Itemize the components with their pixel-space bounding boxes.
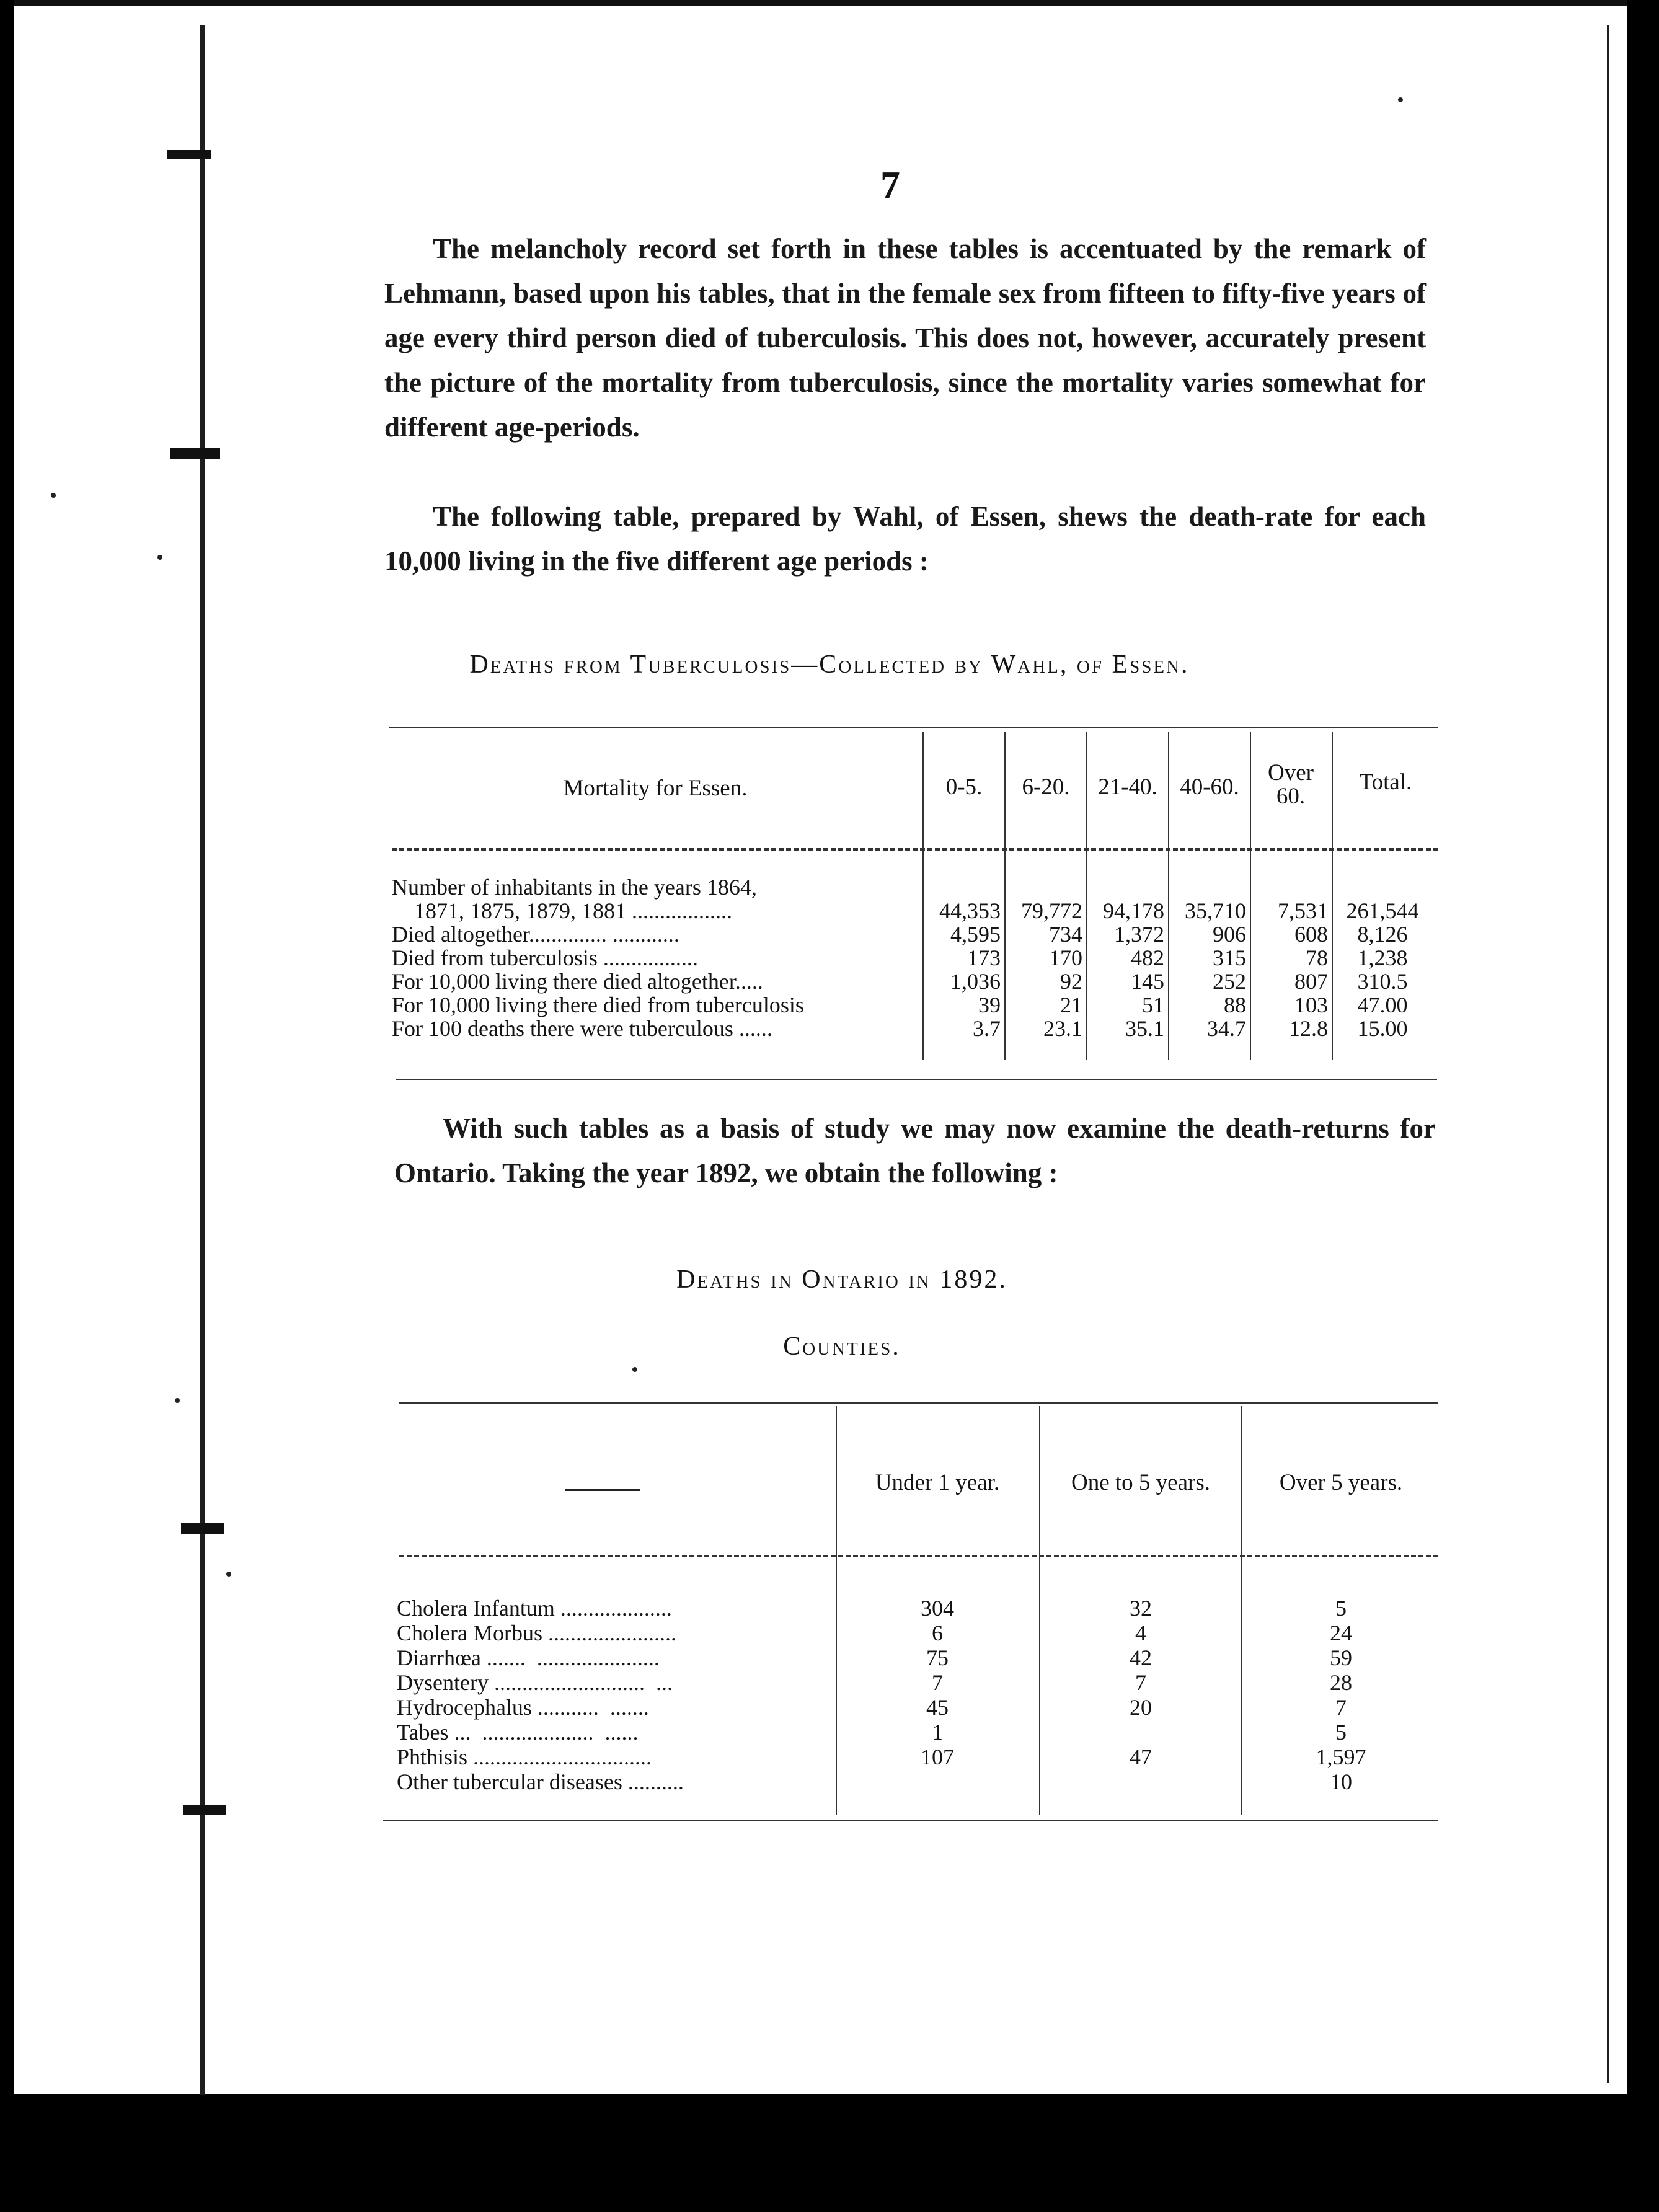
row-label: Number of inhabitants in the years 1864, 1871, 1875, 1879, 1881 .................. bbox=[392, 875, 757, 923]
page-number: 7 bbox=[880, 163, 900, 207]
row-label: Phthisis ................................ bbox=[397, 1745, 652, 1769]
table-cell: 315 bbox=[1213, 945, 1246, 970]
row-label: For 100 deaths there were tuberculous ...... bbox=[392, 1016, 772, 1041]
column-header: 21-40. bbox=[1098, 774, 1157, 800]
table-cell: 173 bbox=[967, 945, 1001, 970]
table-rule bbox=[392, 848, 1438, 851]
paragraph: The melancholy record set forth in these tables is accentuated by the remark of Lehmann, based upon his tables, that in the female sex from fifteen to fifty-five years of age every third person died of tuberculosis. This does not, however, accurately present the picture of the mortality from tuberculosis, since the mortality varies somewhat for different age-periods. bbox=[384, 233, 1426, 443]
row-label: Tabes ... .................... ...... bbox=[397, 1720, 639, 1745]
row-label: Diarrhœa ....... ...................... bbox=[397, 1645, 660, 1670]
table-cell: 1 bbox=[932, 1720, 943, 1745]
column-header: 0-5. bbox=[945, 774, 983, 800]
table-rule bbox=[399, 1402, 1438, 1404]
table-cell: 35.1 bbox=[1125, 1016, 1164, 1041]
table-cell: 906 bbox=[1213, 922, 1246, 947]
column-header: Under 1 year. bbox=[875, 1470, 1000, 1495]
table-cell: 4 bbox=[1135, 1621, 1146, 1645]
column-header: Over 5 years. bbox=[1279, 1470, 1403, 1495]
column-header: 6-20. bbox=[1022, 774, 1070, 800]
table-cell: 44,353 bbox=[939, 898, 1001, 923]
row-label: Cholera Morbus ....................... bbox=[397, 1621, 676, 1645]
scan-border-right bbox=[1627, 0, 1659, 2212]
table-cell: 734 bbox=[1049, 922, 1082, 947]
table-cell: 35,710 bbox=[1185, 898, 1246, 923]
table-cell: 21 bbox=[1060, 993, 1082, 1017]
table-cell: 59 bbox=[1330, 1645, 1352, 1670]
scan-speck bbox=[51, 493, 56, 498]
table-cell: 482 bbox=[1131, 945, 1164, 970]
row-label: Died from tuberculosis ................. bbox=[392, 945, 698, 970]
binding-mark bbox=[183, 1805, 226, 1815]
row-label: Dysentery ........................... ... bbox=[397, 1670, 673, 1695]
table-cell: 107 bbox=[921, 1745, 954, 1769]
table-cell: 1,238 bbox=[1357, 945, 1408, 970]
binding-mark bbox=[170, 448, 220, 459]
table-cell: 92 bbox=[1060, 969, 1082, 994]
table-cell: 23.1 bbox=[1043, 1016, 1082, 1041]
table-cell: 4,595 bbox=[950, 922, 1001, 947]
table-cell: 39 bbox=[978, 993, 1001, 1017]
table-cell: 15.00 bbox=[1357, 1016, 1408, 1041]
table-cell: 170 bbox=[1049, 945, 1082, 970]
table-cell: 12.8 bbox=[1289, 1016, 1328, 1041]
row-label: Other tubercular diseases .......... bbox=[397, 1769, 684, 1794]
table-cell: 5 bbox=[1335, 1596, 1347, 1621]
table-cell: 79,772 bbox=[1021, 898, 1082, 923]
column-header: One to 5 years. bbox=[1071, 1470, 1210, 1495]
table-cell: 20 bbox=[1130, 1695, 1152, 1720]
table-cell: 10 bbox=[1330, 1769, 1352, 1794]
table-cell: 7 bbox=[1135, 1670, 1146, 1695]
table-rule bbox=[396, 1079, 1437, 1080]
table-cell: 34.7 bbox=[1207, 1016, 1246, 1041]
table-cell: 7,531 bbox=[1278, 898, 1328, 923]
table-cell: 47.00 bbox=[1357, 993, 1408, 1017]
table-title: Deaths in Ontario in 1892. bbox=[676, 1265, 1007, 1294]
table-cell: 88 bbox=[1224, 993, 1246, 1017]
table-cell: 3.7 bbox=[973, 1016, 1001, 1041]
table-cell: 1,597 bbox=[1316, 1745, 1366, 1769]
table-cell: 145 bbox=[1131, 969, 1164, 994]
table-cell: 94,178 bbox=[1103, 898, 1164, 923]
table-subtitle: Counties. bbox=[783, 1332, 901, 1361]
scan-border-left bbox=[0, 0, 14, 2212]
column-header: 40-60. bbox=[1180, 774, 1239, 800]
row-label: Hydrocephalus ........... ....... bbox=[397, 1695, 649, 1720]
column-header: Total. bbox=[1359, 769, 1412, 795]
row-label: Died altogether.............. ............ bbox=[392, 922, 679, 947]
table-cell: 47 bbox=[1130, 1745, 1152, 1769]
table-cell: 32 bbox=[1130, 1596, 1152, 1621]
scan-speck bbox=[157, 555, 162, 560]
scan-speck bbox=[632, 1367, 637, 1372]
table-cell: 8,126 bbox=[1357, 922, 1408, 947]
column-divider bbox=[1241, 1406, 1242, 1815]
table-rule bbox=[383, 1820, 1438, 1821]
table-title: Deaths from Tuberculosis—Collected by Wahl, of Essen. bbox=[469, 650, 1190, 679]
row-label: For 10,000 living there died altogether..... bbox=[392, 969, 763, 994]
binding-rule bbox=[200, 25, 205, 2095]
scan-border-bottom bbox=[0, 2094, 1659, 2212]
table-cell: 608 bbox=[1294, 922, 1328, 947]
scan-speck bbox=[226, 1572, 231, 1577]
column-header: Over 60. bbox=[1268, 760, 1314, 809]
table-cell: 103 bbox=[1294, 993, 1328, 1017]
table-cell: 1,372 bbox=[1114, 922, 1164, 947]
table-cell: 6 bbox=[932, 1621, 943, 1645]
table-cell: 78 bbox=[1306, 945, 1328, 970]
row-label: For 10,000 living there died from tuberculosis bbox=[392, 993, 804, 1017]
blank-header-dash bbox=[565, 1489, 640, 1491]
table-cell: 7 bbox=[932, 1670, 943, 1695]
table-cell: 304 bbox=[921, 1596, 954, 1621]
table-rule bbox=[399, 1555, 1438, 1557]
column-divider bbox=[1039, 1406, 1040, 1815]
table-cell: 5 bbox=[1335, 1720, 1347, 1745]
table-cell: 1,036 bbox=[950, 969, 1001, 994]
table-cell: 51 bbox=[1142, 993, 1164, 1017]
right-margin-rule bbox=[1607, 25, 1609, 2083]
table-cell: 42 bbox=[1130, 1645, 1152, 1670]
column-header: Mortality for Essen. bbox=[563, 776, 748, 801]
scan-border-top bbox=[14, 0, 1627, 6]
row-label: Cholera Infantum .................... bbox=[397, 1596, 672, 1621]
table-cell: 310.5 bbox=[1357, 969, 1408, 994]
scan-speck bbox=[175, 1398, 180, 1403]
paragraph: With such tables as a basis of study we may now examine the death-returns for Ontario. Taking the year 1892, we obtain the following : bbox=[394, 1113, 1436, 1188]
scan-speck bbox=[1398, 97, 1403, 102]
column-divider bbox=[836, 1406, 837, 1815]
table-cell: 24 bbox=[1330, 1621, 1352, 1645]
table-cell: 7 bbox=[1335, 1695, 1347, 1720]
binding-mark bbox=[181, 1523, 224, 1534]
binding-mark bbox=[167, 150, 211, 159]
paragraph: The following table, prepared by Wahl, of Essen, shews the death-rate for each 10,000 living in the five different age periods : bbox=[384, 501, 1426, 577]
table-rule bbox=[389, 727, 1438, 728]
table-cell: 28 bbox=[1330, 1670, 1352, 1695]
table-cell: 261,544 bbox=[1346, 898, 1419, 923]
table-cell: 75 bbox=[926, 1645, 949, 1670]
table-cell: 807 bbox=[1294, 969, 1328, 994]
table-cell: 45 bbox=[926, 1695, 949, 1720]
table-cell: 252 bbox=[1213, 969, 1246, 994]
